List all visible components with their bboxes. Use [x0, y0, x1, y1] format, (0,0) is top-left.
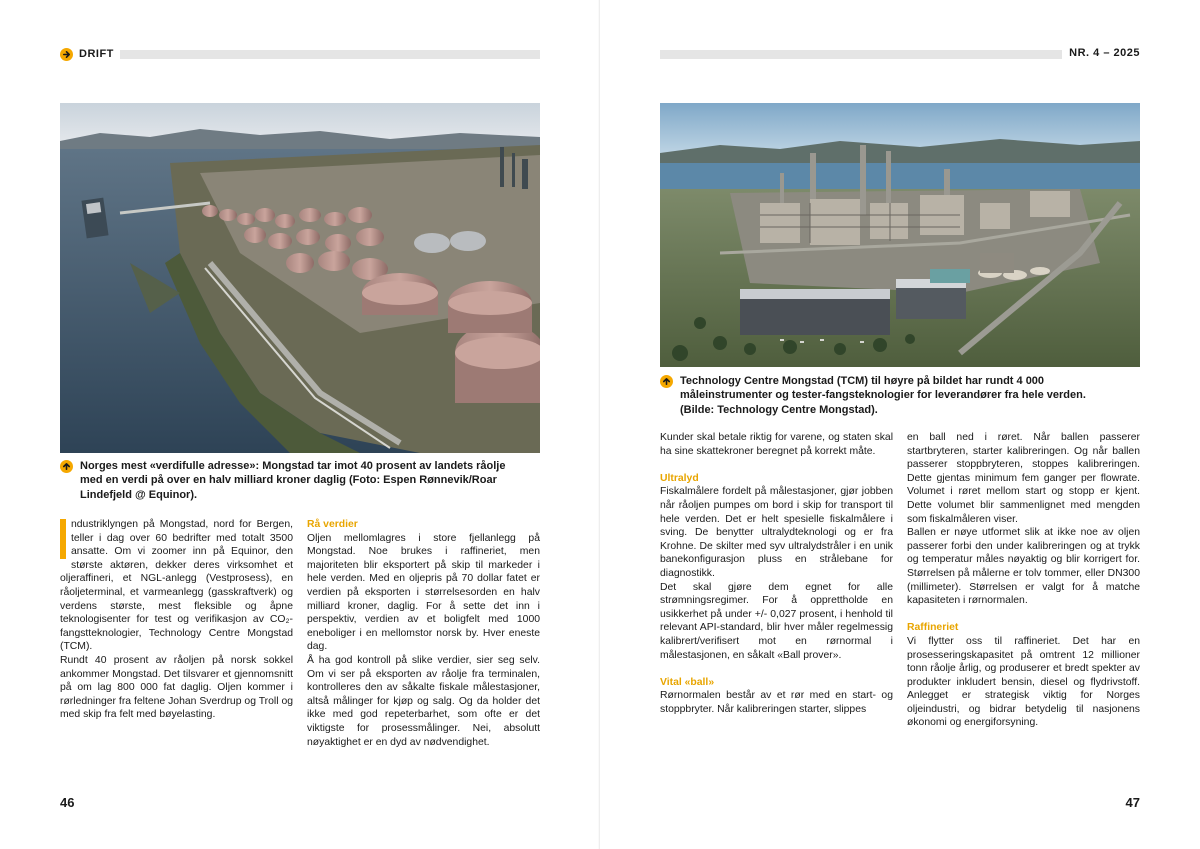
- dropcap-bar: [60, 519, 66, 559]
- paragraph: Det skal gjøre dem egnet for alle strømningsregimer. For å opprettholde en usikkerhet på under +/- 0,027 prosent, i henhold til relevant API-standard, blir hver måler regelmessig kalibrert/verifisert mot en rørnormal i målestasjonen, en såkalt «Ball prover».: [660, 581, 893, 661]
- photo-caption: [660, 374, 1090, 417]
- article-column-4: [907, 431, 1140, 730]
- article-column-1: [60, 518, 293, 722]
- header-rule: [120, 50, 540, 59]
- arrow-up-icon: [60, 460, 73, 473]
- paragraph: Rørnormalen består av et rør med en start- og stoppbryter. Når kalibreringen starter, slippes: [660, 690, 893, 715]
- subheading: Vital «ball»: [660, 676, 715, 688]
- subheading: Rå verdier: [307, 519, 358, 530]
- photo-caption: [60, 459, 530, 502]
- paragraph: Fiskalmålere fordelt på målestasjoner, gjør jobben når råoljen pumpes om bord i skip for transport til hele verden. Det er helt spesielle fiskalmålere i sving. De benytter ultralydteknologi og er fra Krohne. De skilter med syv ultralydstråler i en unik banekonfigurasjon pluss en strålebane for diagnostikk.: [660, 486, 893, 579]
- arrow-up-icon: [660, 375, 673, 388]
- caption-text: Norges mest «verdifulle adresse»: Mongstad tar imot 40 prosent av landets råolje med en verdi på over en halv milliard kroner daglig (Foto: Espen Rønnevik/Roar Lindefjeld @ Equinor).: [80, 460, 506, 501]
- header-rule: [660, 50, 1062, 59]
- paragraph: Kunder skal betale riktig for varene, og staten skal ha sine skattekroner beregnet på korrekt måte.: [660, 432, 893, 457]
- subheading: Raffineriet: [907, 622, 959, 634]
- section-label: DRIFT: [79, 48, 114, 60]
- paragraph: en ball ned i røret. Når ballen passerer startbryteren, starter kalibreringen. Og når ballen passerer stoppbryteren, stoppes kalibreringen. Dette gjentas minimum fem ganger per flowrate. Volumet i røret mellom start og stopp er kjent. Dette volumet blir sammenlignet med mengden som fiskalmåleren viser.: [907, 432, 1140, 525]
- page-number: 46: [60, 795, 75, 810]
- right-page: [600, 0, 1200, 849]
- paragraph: ndustriklyngen på Mongstad, nord for Bergen, teller i dag over 60 bedrifter med totalt 3500 ansatte. Om vi zoomer inn på Equinor, den største aktøren, dekker deres virksomhet et oljeraffineri, et NGL-anlegg (Vestprosess), en råoljeterminal, et varmeanlegg (gasskraftverk) og verdens største, mest fleksible og åpne teknologisenter for test og verifikasjon av CO₂-fangstteknologier, Technology Centre Mongstad (TCM).: [60, 519, 293, 653]
- article-column-3: [660, 431, 893, 716]
- issue-label: NR. 4 – 2025: [1069, 47, 1140, 59]
- tcm-refinery-photo: [660, 103, 1140, 367]
- page-number: 47: [1125, 795, 1140, 810]
- subheading: Ultralyd: [660, 472, 699, 484]
- section-header: [60, 46, 114, 62]
- paragraph: Å ha god kontroll på slike verdier, sier seg selv. Om vi ser på eksporten av råolje fra terminalen, kontrolleres den av såkalte fiskale målestasjoner, altså målinger for kjøp og salg. Og da holder det ikke med god repeterbarhet, som ofte er det viktigste for prosessmålinger. Nei, absolutt nøyaktighet er en dyd av nødvendighet.: [307, 654, 540, 748]
- paragraph: Ballen er nøye utformet slik at ikke noe av oljen passerer forbi den under kalibreringen og at trykk og temperatur måles nøyaktig og blir korrigert for. Størrelsen på målerne er tolv tommer, eller DN300 (millimeter). Størrelsen er valgt for å matche kapasiteten i rørnormalen.: [907, 527, 1140, 607]
- mongstad-terminal-photo: [60, 103, 540, 453]
- caption-text: Technology Centre Mongstad (TCM) til høyre på bildet har rundt 4 000 måleinstrumenter og tester-fangsteknologier for leverandører fra hele verden. (Bilde: Technology Centre Mongstad).: [680, 375, 1086, 416]
- paragraph: Vi flytter oss til raffineriet. Det har en prosesseringskapasitet på omtrent 12 millioner tonn råolje årlig, og produserer et bredt spekter av produkter inkludert bensin, diesel og flydrivstoff. Anlegget er strategisk viktig for Norges oljeindustri, og bidrar betydelig til nasjonens økonomi og energiforsyning.: [907, 635, 1140, 729]
- paragraph: Oljen mellomlagres i store fjellanlegg på Mongstad. Noe brukes i raffineriet, men majoriteten blir eksportert på skip til markeder i hele verden. Med en oljepris på 70 dollar fatet er verdien på eksporten i størrelsesorden en halv milliard kroner, daglig. For å sette det inn i perspektiv, verdien av et boligfelt med 1000 eneboliger i en mellomstor norsk by. Hver eneste dag.: [307, 532, 540, 653]
- paragraph: Rundt 40 prosent av råoljen på norsk sokkel ankommer Mongstad. Det tilsvarer et gjennomsnitt på om lag 800 000 fat daglig. Oljen kommer i rørledninger fra feltene Johan Sverdrup og Troll og med skip fra felt med bøyelasting.: [60, 654, 293, 721]
- arrow-right-icon: [60, 48, 73, 61]
- article-column-2: [307, 518, 540, 749]
